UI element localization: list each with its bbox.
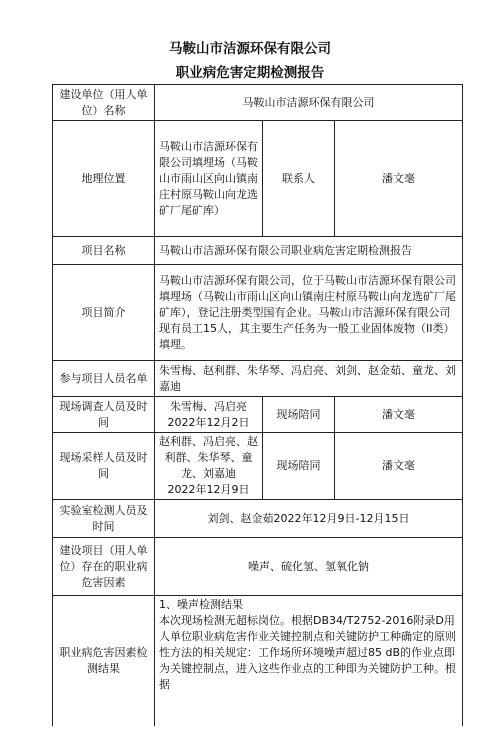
- sampling-label: 现场采样人员及时间: [53, 433, 155, 500]
- row-members: [53, 361, 463, 397]
- results-text: 本次现场检测无超标岗位。根据DB34/T2752-2016附录D用人单位职业病危害作业关键控制点和关键防护工种确定的原则性方法的相关规定：工作场所环境噪声超过85 dB的作业点即为关键控制点，进入这些作业点的工种即为关键防护工种。根据: [159, 614, 456, 691]
- survey-value: [155, 397, 263, 433]
- results-heading: 1、噪声检测结果: [159, 598, 243, 611]
- survey-escort-label: 现场陪同: [263, 397, 335, 433]
- survey-people: 朱雪梅、冯启亮: [170, 399, 247, 413]
- row-location: [53, 121, 463, 237]
- survey-escort-value: 潘文毫: [335, 397, 463, 433]
- row-survey: [53, 397, 463, 433]
- sampling-value: [155, 433, 263, 500]
- survey-date: 2022年12月2日: [167, 415, 250, 429]
- project-label: 项目名称: [53, 237, 155, 265]
- results-value: [155, 596, 463, 726]
- intro-value: 马鞍山市洁源环保有限公司，位于马鞍山市洁源环保有限公司填埋场（马鞍山市雨山区向山镇南庄村原马鞍山向龙选矿厂尾矿库），登记注册类型国有企业。马鞍山市洁源环保有限公司现有员工15人，其主要生产任务为一般工业固体废物（II类）填埋。: [155, 265, 463, 361]
- factors-label: 建设项目（用人单位）存在的职业病危害因素: [53, 538, 155, 596]
- row-sampling: [53, 433, 463, 500]
- survey-label: 现场调查人员及时间: [53, 397, 155, 433]
- row-unit: [53, 85, 463, 121]
- sampling-escort-value: 潘文毫: [335, 433, 463, 500]
- location-value: 马鞍山市洁源环保有限公司填埋场（马鞍山市雨山区向山镇南庄村原马鞍山向龙选矿厂尾矿库）: [155, 121, 263, 237]
- members-value: 朱雪梅、赵利群、朱华琴、冯启亮、刘剑、赵金茹、童龙、刘嘉迪: [155, 361, 463, 397]
- factors-value: 噪声、硫化氢、氢氧化钠: [155, 538, 463, 596]
- members-label: 参与项目人员名单: [53, 361, 155, 397]
- contact-value: 潘文毫: [335, 121, 463, 237]
- document-title: 马鞍山市洁源环保有限公司: [169, 41, 331, 57]
- location-label: 地理位置: [53, 121, 155, 237]
- intro-label: 项目简介: [53, 265, 155, 361]
- row-intro: [53, 265, 463, 361]
- lab-label: 实验室检测人员及时间: [53, 500, 155, 538]
- unit-label: 建设单位（用人单位）名称: [53, 85, 155, 121]
- sampling-escort-label: 现场陪同: [263, 433, 335, 500]
- contact-label: 联系人: [263, 121, 335, 237]
- project-value: 马鞍山市洁源环保有限公司职业病危害定期检测报告: [155, 237, 463, 265]
- unit-value: 马鞍山市洁源环保有限公司: [155, 85, 463, 121]
- row-results: [53, 596, 463, 726]
- document-subtitle: 职业病危害定期检测报告: [175, 65, 325, 81]
- sampling-date: 2022年12月9日: [167, 483, 250, 496]
- row-factors: [53, 538, 463, 596]
- row-project: [53, 237, 463, 265]
- results-label: 职业病危害因素检测结果: [53, 596, 155, 726]
- lab-value: 刘剑、赵金茹2022年12月9日-12月15日: [155, 500, 463, 538]
- sampling-people: 赵利群、冯启亮、赵利群、朱华琴、童龙、刘嘉迪: [159, 435, 258, 480]
- report-table: [52, 84, 463, 726]
- row-lab: [53, 500, 463, 538]
